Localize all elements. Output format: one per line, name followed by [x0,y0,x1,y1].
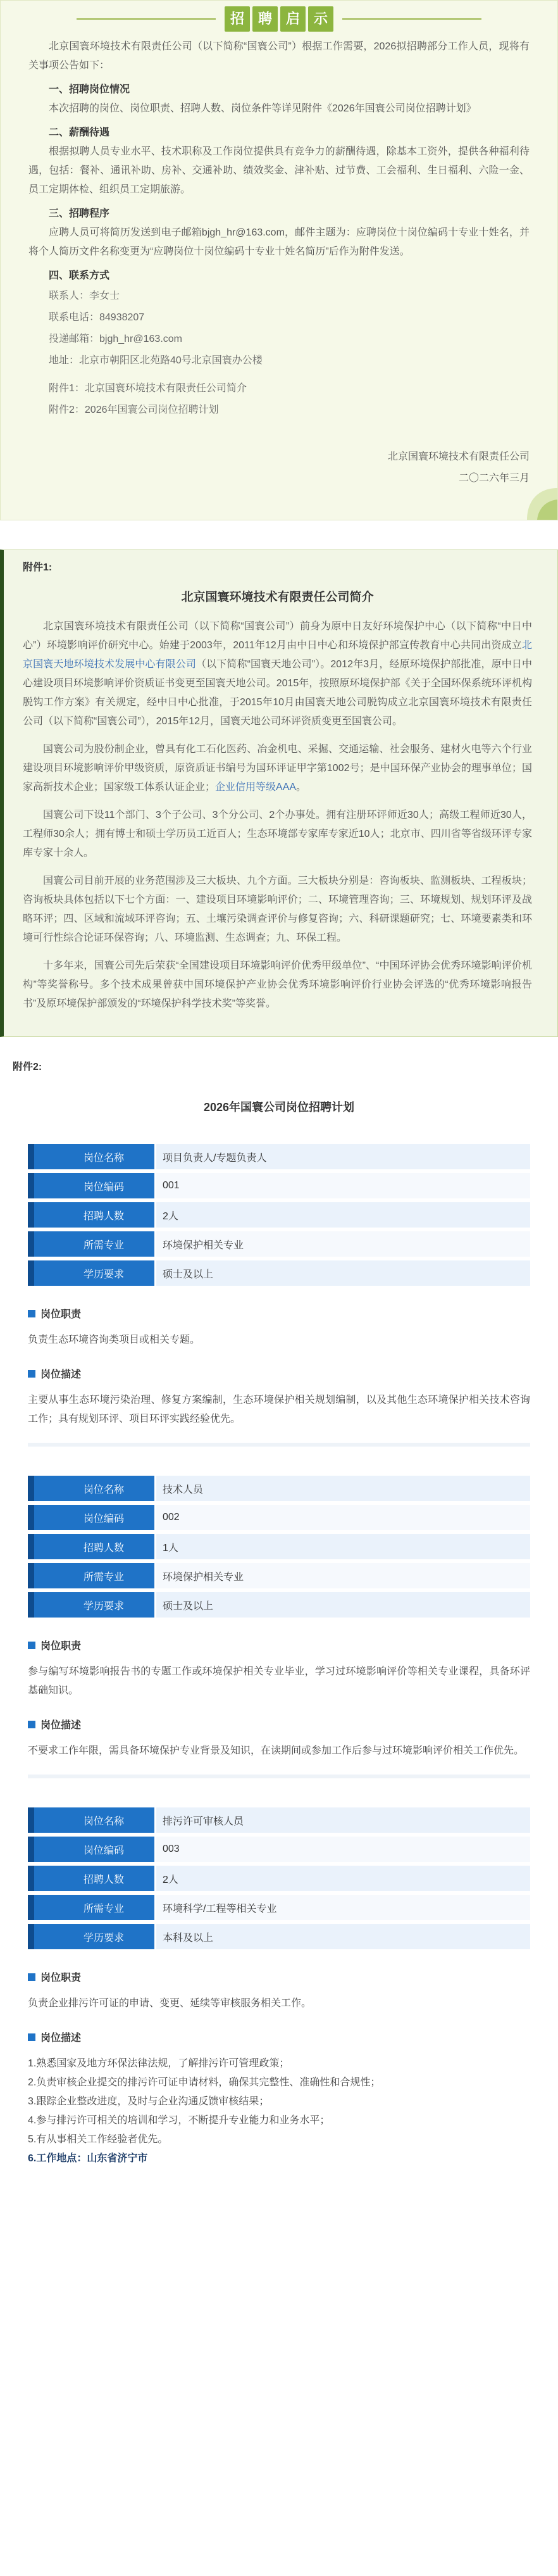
profile-paragraph-history [23,617,532,731]
table-row [28,1144,530,1169]
table-label: 所需专业 [28,1231,154,1257]
desc-heading [28,1717,530,1731]
list-item: 1.熟悉国家及地方环保法律法规，了解排污许可管理政策； [28,2058,290,2069]
desc-text: 主要从事生态环境污染治理、修复方案编制，生态环境保护相关规划编制，以及其他生态环境保护相关技术咨询工作；具有规划环评、项目环评实践经验优先。 [28,1395,530,1424]
section-body-positions: 本次招聘的岗位、岗位职责、招聘人数、岗位条件等详见附件《2026年国寰公司岗位招聘计划》 [49,103,476,114]
table-value: 002 [154,1505,530,1530]
list-item: 2.负责审核企业提交的排污许可证申请材料，确保其完整性、准确性和合规性； [28,2077,381,2088]
position-block-001 [28,1140,530,1447]
profile-qual-text-cont: 。 [296,782,307,793]
table-value: 硕士及以上 [154,1260,530,1286]
table-value: 技术人员 [154,1476,530,1501]
list-item: 3.跟踪企业整改进度，及时与企业沟通反馈审核结果； [28,2096,270,2107]
duty-heading [28,1306,530,1321]
desc-heading-text: 岗位描述 [40,1369,82,1380]
table-label: 招聘人数 [28,1534,154,1559]
header-divider-right [342,18,481,20]
duty-text: 负责生态环境咨询类项目或相关专题。 [28,1335,201,1345]
table-value: 2人 [154,1202,530,1228]
contact-email[interactable]: 投递邮箱：bjgh_hr@163.com [49,334,182,344]
section-divider [28,1775,530,1778]
section-divider [28,1443,530,1447]
plan-appendix-label: 附件2: [13,1062,42,1072]
plan-title: 2026年国寰公司岗位招聘计划 [203,1101,355,1114]
square-bullet-icon [28,1310,35,1317]
table-label: 学历要求 [28,1260,154,1286]
table-value: 1人 [154,1534,530,1559]
profile-title: 北京国寰环境技术有限责任公司简介 [181,591,374,604]
position-table [28,1804,530,1953]
square-bullet-icon [28,1721,35,1728]
company-profile [0,550,558,1037]
table-row [28,1260,530,1286]
table-row [28,1173,530,1198]
position-block-003 [28,1804,530,2168]
table-value: 排污许可审核人员 [154,1807,530,1833]
section-body-salary: 根据拟聘人员专业水平、技术职称及工作岗位提供具有竞争力的薪酬待遇，除基本工资外，提供各种福利待遇，包括：餐补、通讯补助、房补、交通补助、绩效奖金、津补贴、过节费、工会福利、生日福利、六险一金、员工定期体检、组织员工定期旅游。 [28,146,530,195]
table-label: 学历要求 [28,1924,154,1949]
table-value: 硕士及以上 [154,1592,530,1618]
attachment-2: 附件2：2026年国寰公司岗位招聘计划 [49,405,219,415]
badge-char: 示 [308,6,333,32]
square-bullet-icon [28,2033,35,2041]
duty-heading [28,1970,530,1984]
profile-paragraph-awards: 十多年来，国寰公司先后荣获“全国建设项目环境影响评价优秀甲级单位”、“中国环评协会优秀环境影响评价机构”等奖誉称号。多个技术成果曾获中国环境保护产业协会优秀环境影响评价行业协会评选的“优秀环境影响报告书”及原环境保护部颁发的“环境保护科学技术奖”等奖誉。 [23,960,532,1009]
table-row [28,1924,530,1949]
list-item-work-location: 6.工作地点：山东省济宁市 [28,2153,148,2164]
contact-phone: 联系电话：84938207 [49,312,145,323]
header-divider-left [77,18,216,20]
table-label: 岗位编码 [28,1173,154,1198]
duty-heading-text: 岗位职责 [40,1973,82,1983]
duty-heading [28,1638,530,1652]
table-row [28,1837,530,1862]
section-title-contact: 四、联系方式 [49,270,110,281]
notice-title-badge [225,6,333,32]
table-value: 环境科学/工程等相关专业 [154,1895,530,1920]
badge-char: 招 [225,6,250,32]
duty-heading-text: 岗位职责 [40,1309,82,1320]
notice-intro: 北京国寰环境技术有限责任公司（以下简称“国寰公司”）根据工作需要，2026拟招聘部分工作人员，现将有关事项公告如下： [28,41,530,71]
position-table [28,1472,530,1621]
signature-date: 二〇二六年三月 [458,473,530,484]
table-value: 环境保护相关专业 [154,1231,530,1257]
table-value: 003 [154,1837,530,1862]
profile-history-text-cont: （以下简称“国寰天地公司”）。2012年3月，经原环境保护部批准，原中日中心建设项目环境影响评价资质证书变更至国寰天地公司。2015年，按照原环境保护部《关于全国环保系统环评机构脱钩工作方案》有关规定，经中日中心批准，于2015年10月由国寰天地公司脱钩成立北京国寰环境技术有限责任公司（以下简称“国寰公司”），2015年12月，国寰天地公司环评资质变更至国寰公司。 [23,659,532,727]
leaf-decoration-icon [519,482,557,520]
position-block-002 [28,1472,530,1778]
notice-header [28,1,530,37]
desc-text: 不要求工作年限，需具备环境保护专业背景及知识，在读期间或参加工作后参与过环境影响评价相关工作优先。 [28,1745,524,1756]
desc-heading-text: 岗位描述 [40,1720,82,1731]
position-table [28,1140,530,1290]
contact-info [28,286,530,421]
profile-appendix-label: 附件1: [23,562,53,573]
desc-list [28,2054,530,2168]
table-label: 岗位编码 [28,1837,154,1862]
table-row [28,1592,530,1618]
table-row [28,1534,530,1559]
badge-char: 启 [280,6,306,32]
profile-qual-text: 国寰公司为股份制企业，曾具有化工石化医药、冶金机电、采掘、交通运输、社会服务、建材火电等六个行业建设项目环境影响评价甲级资质，原资质证书编号为国环评证甲字第1002号；是中国环保产业协会的理事单位；国家高新技术企业；国家级工体系认证企业； [23,744,532,793]
table-label: 招聘人数 [28,1866,154,1891]
table-label: 所需专业 [28,1895,154,1920]
duty-text: 参与编写环境影响报告书的专题工作或环境保护相关专业毕业，学习过环境影响评价等相关专业课程，具备环评基础知识。 [28,1666,530,1696]
table-row [28,1895,530,1920]
square-bullet-icon [28,1370,35,1378]
credit-rating-link[interactable]: 企业信用等级AAA [215,782,297,793]
section-title-positions: 一、招聘岗位情况 [49,84,130,95]
section-title-salary: 二、薪酬待遇 [49,127,110,138]
profile-paragraph-qualification [23,740,532,797]
table-label: 岗位编码 [28,1505,154,1530]
table-row [28,1563,530,1588]
table-label: 岗位名称 [28,1476,154,1501]
table-row [28,1505,530,1530]
table-value: 本科及以上 [154,1924,530,1949]
square-bullet-icon [28,1973,35,1981]
table-value: 001 [154,1173,530,1198]
table-label: 岗位名称 [28,1807,154,1833]
duty-text: 负责企业排污许可证的申请、变更、延续等审核服务相关工作。 [28,1998,312,2009]
recruitment-notice [0,0,558,520]
section-body-procedure: 应聘人员可将简历发送到电子邮箱bjgh_hr@163.com，邮件主题为：应聘岗位十岗位编码十专业十姓名，并将个人简历文件名称变更为“应聘岗位十岗位编码十专业十姓名简历”后作为附件发送。 [28,227,530,257]
square-bullet-icon [28,1642,35,1649]
desc-heading-text: 岗位描述 [40,2033,82,2044]
section-title-procedure: 三、招聘程序 [49,208,110,219]
recruitment-plan [0,1059,558,2194]
table-value: 项目负责人/专题负责人 [154,1144,530,1169]
profile-history-text: 北京国寰环境技术有限责任公司（以下简称“国寰公司”）前身为原中日友好环境保护中心（以下简称“中日中心”）环境影响评价研究中心。始建于2003年，2011年12月由中日中心和环境保护部宣传教育中心共同出资成立 [23,621,532,651]
table-label: 岗位名称 [28,1144,154,1169]
signature-company: 北京国寰环境技术有限责任公司 [387,451,530,462]
contact-gap [49,372,530,378]
table-value: 2人 [154,1866,530,1891]
table-label: 学历要求 [28,1592,154,1618]
table-row [28,1231,530,1257]
table-row [28,1866,530,1891]
table-label: 所需专业 [28,1563,154,1588]
desc-heading [28,1366,530,1381]
signature-block [28,446,530,489]
attachment-1: 附件1：北京国寰环境技术有限责任公司简介 [49,383,247,394]
table-value: 环境保护相关专业 [154,1563,530,1588]
duty-heading-text: 岗位职责 [40,1641,82,1652]
contact-address: 地址：北京市朝阳区北苑路40号北京国寰办公楼 [49,355,263,366]
desc-heading [28,2030,530,2044]
table-label: 招聘人数 [28,1202,154,1228]
table-row [28,1202,530,1228]
table-row [28,1476,530,1501]
profile-paragraph-staff: 国寰公司下设11个部门、3个子公司、3个分公司、2个办事处。拥有注册环评师近30人；高级工程师近30人，工程师30余人；拥有博士和硕士学历员工近百人；生态环境部专家库专家近10人；北京市、四川省等省级环评专家库专家十余人。 [23,810,532,858]
table-row [28,1807,530,1833]
contact-name: 联系人：李女士 [49,291,120,301]
company-link[interactable]: 北京国寰天地环境技术发展中心有限公司 [23,640,532,670]
list-item: 5.有从事相关工作经验者优先。 [28,2134,168,2145]
badge-char: 聘 [252,6,278,32]
list-item: 4.参与排污许可相关的培训和学习，不断提升专业能力和业务水平； [28,2115,330,2126]
profile-paragraph-business: 国寰公司目前开展的业务范围涉及三大板块、九个方面。三大板块分别是：咨询板块、监测板块、工程板块；咨询板块具体包括以下七个方面：一、建设项目环境影响评价；二、环境管理咨询；三、环境规划、规划环评及战略环评；四、区域和流域环评咨询；五、土壤污染调查评价与修复咨询；六、科研课题研究；七、环境要素类和环境可行性综合论证环保咨询；八、环境监测、生态调查；九、环保工程。 [23,876,532,943]
